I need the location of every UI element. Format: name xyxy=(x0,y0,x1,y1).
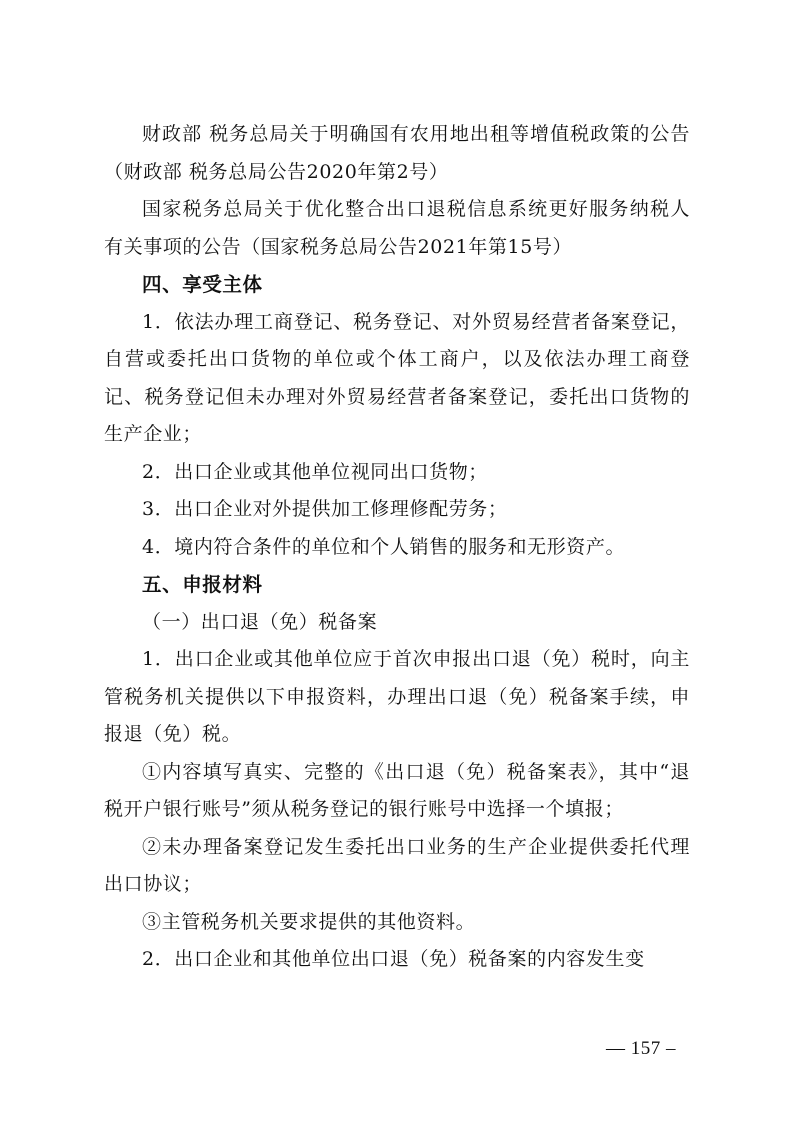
section-heading-materials: 五、申报材料 xyxy=(142,573,263,596)
document-body xyxy=(104,116,690,979)
paragraph-beneficiary-4: 4．境内符合条件的单位和个人销售的服务和无形资产。 xyxy=(142,535,626,558)
paragraph-filing-item-1: ①内容填写真实、完整的《出口退（免）税备案表》，其中“退税开户银行账号”须从税务登记的银行账号中选择一个填报； xyxy=(104,760,690,820)
paragraph-beneficiary-2: 2．出口企业或其他单位视同出口货物； xyxy=(142,460,488,483)
section-heading-beneficiaries: 四、享受主体 xyxy=(142,273,263,296)
paragraph-policy-ref-2021: 国家税务总局关于优化整合出口退税信息系统更好服务纳税人有关事项的公告（国家税务总局公告2021年第15号） xyxy=(104,198,690,258)
paragraph-policy-ref-2020: 财政部 税务总局关于明确国有农用地出租等增值税政策的公告（财政部 税务总局公告2020年第2号） xyxy=(104,123,690,183)
page-number: — 157 – xyxy=(606,1038,676,1059)
paragraph-beneficiary-1: 1．依法办理工商登记、税务登记、对外贸易经营者备案登记，自营或委托出口货物的单位或个体工商户，以及依法办理工商登记、税务登记但未办理对外贸易经营者备案登记，委托出口货物的生产企业； xyxy=(104,310,690,445)
paragraph-beneficiary-3: 3．出口企业对外提供加工修理修配劳务； xyxy=(142,498,508,520)
paragraph-filing-2: 2．出口企业和其他单位出口退（免）税备案的内容发生变 xyxy=(142,948,645,970)
paragraph-filing-item-2: ②未办理备案登记发生委托出口业务的生产企业提供委托代理出口协议； xyxy=(104,835,690,895)
subsection-heading-filing: （一）出口退（免）税备案 xyxy=(142,610,378,633)
paragraph-filing-1: 1．出口企业或其他单位应于首次申报出口退（免）税时，向主管税务机关提供以下申报资料，办理出口退（免）税备案手续，申报退（免）税。 xyxy=(104,648,690,745)
paragraph-filing-item-3: ③主管税务机关要求提供的其他资料。 xyxy=(142,910,476,933)
